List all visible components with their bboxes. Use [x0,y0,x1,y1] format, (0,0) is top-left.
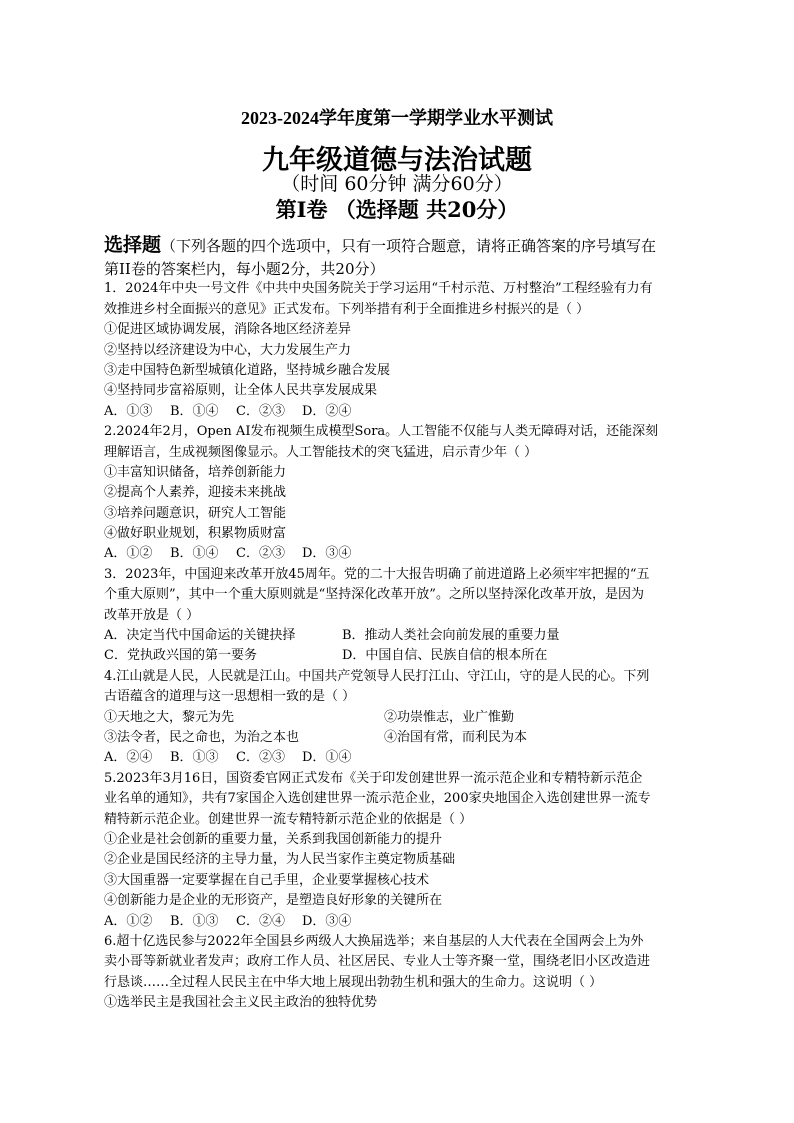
question-body [104,231,700,1013]
question-2 [104,422,700,565]
choice-d: D．③④ [302,913,352,929]
question-stem-line: 理解语言，生成视频图像显示。人工智能技术的突飞猛进，启示青少年（ ） [104,444,538,460]
exam-meta: （时间 60分钟 满分60分） [281,173,513,195]
statement: ③大国重器一定要掌握在自己手里，企业要掌握核心技术 [104,872,430,888]
choice-b: B．推动人类社会向前发展的重要力量 [342,628,560,644]
answer-choices [104,912,700,932]
question-1 [104,279,700,422]
question-stem-line: 精特新示范企业。创建世界一流专精特新示范企业的依据是（ ） [104,811,473,827]
choice-c: C．②③ [236,546,285,562]
question-stem-line: 效推进乡村全面振兴的意见》正式发布。下列举措有利于全面推进乡村振兴的是（ ） [104,301,590,317]
choice-b: B．①④ [170,403,219,419]
choice-a: A．决定当代中国命运的关键抉择 [104,628,296,644]
choice-d: D．中国自信、民族自信的根本所在 [342,648,548,664]
answer-choices [104,626,700,646]
choice-c: C．②④ [236,913,285,929]
choice-b: B．①④ [170,546,219,562]
choice-c: C．②③ [236,403,285,419]
choice-a: A．①② [104,913,153,929]
answer-choices [104,402,700,422]
statement: ①丰富知识储备，培养创新能力 [104,464,287,480]
question-stem-line: 3．2023年，中国迎来改革开放45周年。党的二十大报告明确了前进道路上必须牢牢把握的“五 [104,566,650,582]
choice-a: A．①③ [104,403,153,419]
statement-pair [104,708,700,728]
statement: ①选举民主是我国社会主义民主政治的独特优势 [104,995,378,1011]
statement: ④坚持同步富裕原则，让全体人民共享发展成果 [104,383,378,399]
question-stem-line: 卖小哥等新就业者发声；政府工作人员、社区居民、专业人士等齐聚一堂，围绕老旧小区改造进 [104,954,651,970]
statement: ①天地之大，黎元为先 [104,709,235,725]
statement: ④创新能力是企业的无形资产，是塑造良好形象的关键所在 [104,893,443,909]
question-3 [104,565,700,667]
statement: ①企业是社会创新的重要力量，关系到我国创新能力的提升 [104,831,443,847]
statement-pair [104,728,700,748]
statement: ②提高个人素养，迎接未来挑战 [104,485,287,501]
statement: ①促进区域协调发展，消除各地区经济差异 [104,322,352,338]
choice-d: D．①④ [302,750,352,766]
choice-c: C．②③ [236,750,285,766]
choice-c: C．党执政兴国的第一要务 [104,648,257,664]
statement: ④治国有常，而利民为本 [384,729,528,745]
question-4 [104,667,700,769]
section-note-line2: 第II卷的答案栏内，每小题2分，共20分） [104,260,385,278]
question-stem-line: 6.超十亿选民参与2022年全国县乡两级人大换届选举；来自基层的人大代表在全国两会上为外 [104,933,644,949]
question-6 [104,932,700,1014]
statement: ④做好职业规划，积累物质财富 [104,526,287,542]
choice-a: A．②④ [104,750,153,766]
question-stem-line: 5.2023年3月16日，国资委官网正式发布《关于印发创建世界一流示范企业和专精特新示范企 [104,770,643,786]
statement: ③培养问题意识，研究人工智能 [104,505,287,521]
question-stem-line: 业名单的通知》，共有7家国企入选创建世界一流示范企业，200家央地国企入选创建世界一流专 [104,791,651,807]
statement: ②坚持以经济建设为中心，大力发展生产力 [104,342,352,358]
question-stem-line: 1．2024年中央一号文件《中共中央国务院关于学习运用“千村示范、万村整治”工程经验有力有 [104,281,653,297]
statement: ③法令者，民之命也，为治之本也 [104,729,300,745]
choice-d: D．③④ [302,546,352,562]
section-title: 选择题 [104,234,162,256]
question-stem-line: 行恳谈……全过程人民民主在中华大地上展现出勃勃生机和强大的生命力。这说明（ ） [104,974,603,990]
question-stem-line: 个重大原则”，其中一个重大原则就是“坚持深化改革开放”。之所以坚持深化改革开放，是因为 [104,587,644,603]
exam-name: 2023-2024学年度第一学期学业水平测试 [241,108,553,128]
choice-a: A．①② [104,546,153,562]
statement: ②功崇惟志，业广惟勤 [384,709,515,725]
choice-d: D．②④ [302,403,352,419]
question-stem-line: 改革开放是（ ） [104,607,200,623]
statement: ②企业是国民经济的主导力量，为人民当家作主奠定物质基础 [104,852,456,868]
question-stem-line: 4.江山就是人民，人民就是江山。中国共产党领导人民打江山、守江山，守的是人民的心。下列 [104,668,650,684]
answer-choices [104,544,700,564]
question-5 [104,769,700,932]
statement: ③走中国特色新型城镇化道路，坚持城乡融合发展 [104,362,391,378]
question-stem-line: 古语蕴含的道理与这一思想相一致的是（ ） [104,689,356,705]
question-stem-line: 2.2024年2月，Open AI发布视频生成模型Sora。人工智能不仅能与人类无障碍对话，还能深刻 [104,424,659,440]
choice-b: B．①③ [170,913,219,929]
answer-choices [104,748,700,768]
section-note: （下列各题的四个选项中，只有一项符合题意，请将正确答案的序号填写在 [161,237,657,255]
choice-b: B．①③ [170,750,219,766]
volume-title: 第Ⅰ卷 （选择题 共20分） [275,197,519,222]
section-header [104,231,700,259]
answer-choices [104,646,700,666]
subject-title: 九年级道德与法治试题 [262,145,532,176]
